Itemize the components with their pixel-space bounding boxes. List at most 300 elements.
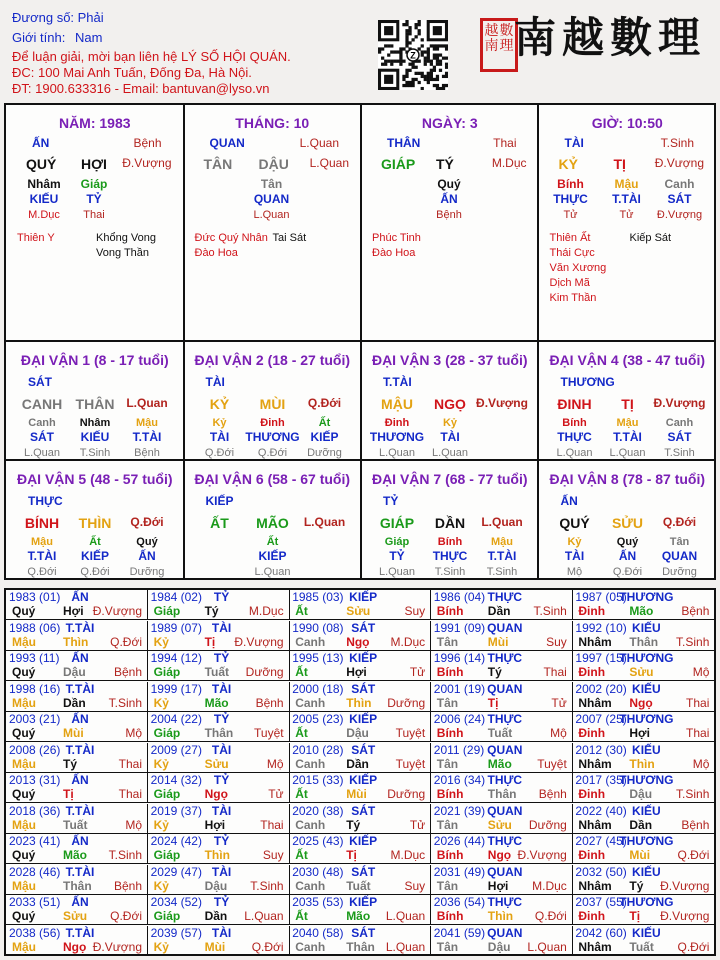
year-stage: Bệnh	[113, 878, 142, 893]
year-god: ẤN	[71, 590, 89, 604]
year-stage: M.Dục	[390, 848, 426, 862]
year-stage: L.Quan	[527, 939, 567, 954]
hidden-stage: Bệnh	[134, 447, 160, 459]
year-god: KIẾU	[632, 803, 661, 818]
year-god: THỰC	[487, 590, 523, 604]
dai-van-stem: ẤT	[210, 515, 229, 531]
hidden-stem: Kỷ	[212, 417, 227, 429]
year-god: TÀI	[211, 620, 232, 635]
year-cell	[572, 621, 714, 651]
hidden-stem: Mậu	[616, 417, 639, 429]
year-stage: L.Quan	[385, 909, 426, 923]
year-stem: Tân	[436, 939, 459, 954]
year-branch: Mão	[629, 604, 654, 618]
year-stem: Kỷ	[153, 878, 169, 893]
year-stage: Mộ	[692, 756, 710, 771]
pillar-3	[361, 105, 539, 340]
hidden-stage: Dưỡng	[307, 447, 342, 459]
year-stem: Quý	[12, 604, 36, 618]
year-stem: Canh	[295, 817, 326, 832]
hidden-stem: Mậu	[31, 536, 53, 548]
hidden-god: KIẾU	[80, 430, 110, 444]
year-stem: Tân	[436, 817, 459, 832]
dai-van-branch: TỊ	[621, 396, 634, 412]
hidden-god: THỰC	[432, 549, 468, 563]
year-stem: Bính	[436, 726, 464, 740]
year-stem: Canh	[295, 695, 326, 710]
year-cell	[572, 926, 714, 956]
year-branch: Tuất	[629, 939, 654, 954]
year-branch: Hợi	[63, 604, 84, 618]
year-branch: Dần	[346, 756, 369, 771]
year-stage: Dưỡng	[387, 787, 426, 801]
year-label: 2022 (40)	[575, 803, 627, 818]
hidden-stage: Tử	[563, 209, 578, 221]
year-label: 2028 (46)	[9, 864, 61, 879]
dai-van-title: ĐẠI VẬN 3 (28 - 37 tuổi)	[371, 352, 528, 368]
year-label: 2038 (56)	[9, 925, 61, 940]
svg-text:Z: Z	[410, 50, 416, 61]
year-label: 2034 (52)	[150, 895, 202, 909]
year-branch: Dần	[487, 604, 511, 618]
year-branch: Mùi	[487, 634, 509, 649]
year-stage: L.Quan	[385, 939, 426, 954]
year-god: TÀI	[211, 803, 232, 818]
hidden-stem: Bính	[557, 177, 584, 191]
year-god: T.TÀI	[65, 681, 95, 696]
year-label: 1991 (09)	[433, 620, 486, 635]
year-stem: Nhâm	[578, 939, 612, 954]
year-cell	[6, 804, 148, 834]
year-stage: Q.Đới	[110, 634, 142, 649]
year-label: 1996 (14)	[433, 651, 486, 665]
year-branch: Mão	[487, 756, 512, 771]
year-cell	[431, 773, 573, 803]
year-cell	[289, 712, 431, 742]
hidden-stem: Tân	[669, 536, 690, 548]
year-god: QUAN	[487, 620, 523, 635]
year-god: QUAN	[487, 803, 523, 818]
year-cell	[572, 743, 714, 773]
heavenly-stem: QUÝ	[26, 156, 57, 172]
year-cell	[572, 773, 714, 803]
hidden-stem: Tân	[260, 177, 283, 191]
dai-van-stage: L.Quan	[303, 515, 346, 529]
year-stage: Suy	[546, 634, 567, 649]
year-branch: Tý	[63, 756, 78, 771]
pillar-2	[184, 105, 362, 340]
shensha-item: Đào Hoa	[194, 247, 238, 259]
year-stage: Mộ	[692, 665, 710, 679]
year-stem: Nhâm	[578, 878, 612, 893]
pillar-1	[6, 105, 184, 340]
pillar-star: L.Quan	[299, 136, 339, 150]
earthly-branch: HỢI	[81, 156, 107, 172]
year-cell	[289, 865, 431, 895]
pillar-4	[539, 105, 717, 340]
year-branch: Tuất	[204, 665, 230, 679]
hidden-god: THỰC	[553, 192, 588, 206]
dai-van-7	[361, 461, 539, 578]
hidden-stem: Ất	[318, 417, 331, 429]
dai-van-branch: THÌN	[78, 515, 112, 531]
year-stem: Nhâm	[578, 817, 612, 832]
hidden-stage: Đ.Vượng	[656, 209, 703, 221]
dai-van-stage: Đ.Vượng	[476, 396, 528, 410]
year-god: TỶ	[213, 651, 230, 665]
year-branch: Tý	[487, 665, 502, 679]
year-cell	[572, 651, 714, 681]
hidden-god: TÀI	[440, 430, 460, 444]
year-cell	[431, 590, 573, 620]
year-cell	[148, 773, 290, 803]
year-branch: Tị	[629, 909, 641, 923]
year-label: 2026 (44)	[433, 834, 486, 848]
year-god: THƯƠNG	[619, 651, 674, 665]
year-branch: Tý	[204, 604, 219, 618]
year-label: 2025 (43)	[292, 834, 344, 848]
year-cell	[431, 743, 573, 773]
year-branch: Thìn	[487, 909, 514, 923]
year-cell	[572, 712, 714, 742]
year-stem: Ất	[295, 604, 308, 618]
year-god: T.TÀI	[65, 864, 95, 879]
year-stage: Dưỡng	[245, 665, 284, 679]
hidden-god: SÁT	[667, 192, 692, 206]
year-stage: Dưỡng	[387, 695, 426, 710]
year-label: 1994 (12)	[150, 651, 202, 665]
hidden-god: KIẾU	[29, 192, 59, 206]
brand-logo: 南越數理	[514, 13, 707, 62]
year-label: 2020 (38)	[292, 803, 344, 818]
year-god: QUAN	[487, 742, 523, 757]
year-god: KIẾU	[632, 864, 661, 879]
life-stage: M.Dục	[491, 156, 527, 170]
heavenly-stem: TÂN	[203, 156, 233, 172]
pillar-title: NĂM: 1983	[58, 115, 131, 131]
year-stage: Thai	[118, 756, 142, 771]
year-cell	[572, 834, 714, 864]
year-god: TỶ	[213, 773, 230, 787]
year-branch: Tị	[63, 787, 74, 801]
year-cell	[572, 895, 714, 925]
hidden-god: QUAN	[661, 549, 698, 563]
dai-van-title: ĐẠI VẬN 8 (78 - 87 tuổi)	[549, 471, 706, 487]
year-cell	[431, 926, 573, 956]
year-label: 2033 (51)	[9, 895, 61, 909]
year-god: SÁT	[351, 864, 376, 879]
shensha-item: Thiên Y	[17, 232, 55, 244]
year-stem: Quý	[12, 848, 36, 862]
year-stem: Giáp	[153, 909, 181, 923]
year-god: TỶ	[213, 712, 230, 726]
pillar-title: GIỜ: 10:50	[591, 115, 663, 131]
hidden-stage: L.Quan	[23, 447, 61, 459]
year-god: ẤN	[71, 834, 89, 848]
dai-van-title: ĐẠI VẬN 6 (58 - 67 tuổi)	[194, 471, 351, 487]
year-cell	[289, 651, 431, 681]
year-stage: Mộ	[125, 817, 142, 832]
year-god: TỶ	[213, 895, 230, 909]
pillar-title: NGÀY: 3	[421, 115, 478, 131]
year-label: 2005 (23)	[292, 712, 344, 726]
year-god: QUAN	[487, 864, 523, 879]
year-branch: Tuất	[346, 878, 371, 893]
year-stage: Thai	[686, 726, 710, 740]
year-label: 1987 (05)	[575, 590, 627, 604]
year-stem: Tân	[436, 695, 459, 710]
hidden-god: KIẾP	[310, 430, 339, 444]
hidden-stem: Mậu	[136, 417, 158, 429]
year-god: T.TÀI	[65, 925, 95, 940]
dai-van-title: ĐẠI VẬN 7 (68 - 77 tuổi)	[371, 471, 528, 487]
year-god: KIẾU	[632, 742, 661, 757]
year-stem: Ất	[295, 665, 308, 679]
year-cell	[148, 682, 290, 712]
dai-van-2	[184, 342, 362, 459]
year-label: 1983 (01)	[9, 590, 61, 604]
year-cell	[431, 651, 573, 681]
year-cell	[431, 682, 573, 712]
year-god: KIẾP	[349, 895, 378, 909]
year-cell	[572, 804, 714, 834]
hidden-god: TÀI	[564, 549, 585, 563]
year-god: ẤN	[71, 651, 89, 665]
year-label: 1989 (07)	[150, 620, 202, 635]
hidden-stem: Giáp	[80, 177, 108, 191]
year-god: QUAN	[487, 925, 523, 940]
dai-van-stage: L.Quan	[126, 396, 168, 410]
hidden-stage: L.Quan	[254, 566, 291, 578]
year-cell	[148, 926, 290, 956]
shensha-item: Khổng Vong	[96, 232, 156, 244]
year-stem: Giáp	[153, 726, 181, 740]
year-god: SÁT	[351, 742, 376, 757]
hidden-god: ẤN	[440, 192, 458, 206]
year-cell	[431, 834, 573, 864]
year-branch: Mùi	[629, 848, 651, 862]
year-stage: Q.Đới	[677, 848, 710, 862]
hidden-god: THƯƠNG	[369, 430, 425, 444]
year-branch: Mùi	[346, 787, 367, 801]
year-stage: Tuyệt	[537, 756, 567, 771]
can-god: THÂN	[387, 136, 421, 150]
hidden-stage: Dưỡng	[662, 566, 697, 578]
year-label: 2009 (27)	[150, 742, 202, 757]
year-cell	[6, 773, 148, 803]
year-label: 2015 (33)	[292, 773, 344, 787]
year-label: 2021 (39)	[433, 803, 486, 818]
hidden-god: KIẾP	[80, 549, 110, 563]
year-cell	[289, 590, 431, 620]
dai-van-branch: DẦN	[434, 515, 466, 531]
hidden-god: TỶ	[86, 192, 102, 206]
hidden-god: T.TÀI	[487, 549, 517, 563]
year-branch: Sửu	[346, 604, 371, 618]
year-stem: Mậu	[12, 878, 36, 893]
year-stage: Suy	[404, 604, 426, 618]
year-god: SÁT	[351, 620, 376, 635]
year-label: 2032 (50)	[575, 864, 627, 879]
year-label: 2040 (58)	[292, 925, 344, 940]
year-branch: Dậu	[487, 939, 511, 954]
year-cell	[148, 590, 290, 620]
year-stage: Bệnh	[681, 604, 710, 618]
year-god: TÀI	[211, 925, 232, 940]
year-cell	[431, 865, 573, 895]
year-stage: Tuyệt	[254, 726, 284, 740]
year-stage: Bệnh	[113, 665, 142, 679]
hidden-stem: Mậu	[614, 177, 639, 191]
year-god: KIẾP	[349, 651, 378, 665]
year-label: 2036 (54)	[433, 895, 486, 909]
qr-pattern	[378, 20, 448, 90]
year-cell	[289, 773, 431, 803]
year-label: 2000 (18)	[292, 681, 344, 696]
hidden-god: QUAN	[253, 192, 290, 206]
year-stem: Giáp	[153, 848, 181, 862]
year-cell	[6, 651, 148, 681]
year-branch: Mão	[346, 909, 371, 923]
shensha-item: Đức Quý Nhân	[194, 232, 268, 244]
year-cell	[431, 712, 573, 742]
dai-van-title: ĐẠI VẬN 2 (18 - 27 tuổi)	[194, 352, 351, 368]
dai-van-1	[6, 342, 184, 459]
year-god: KIẾP	[349, 773, 378, 787]
hidden-god: THƯƠNG	[245, 430, 300, 444]
dai-van-god: KIẾP	[205, 494, 234, 508]
year-label: 2011 (29)	[433, 742, 485, 757]
year-stage: Đ.Vượng	[660, 878, 710, 893]
shensha-item: Thái Cực	[549, 247, 595, 259]
year-label: 1986 (04)	[433, 590, 486, 604]
year-god: THỰC	[487, 834, 523, 848]
hidden-stage: Q.Đới	[80, 566, 110, 578]
year-cell	[6, 590, 148, 620]
year-stem: Đinh	[578, 909, 606, 923]
dai-van-branch: MÙI	[259, 396, 286, 412]
hidden-god: TÀI	[209, 430, 230, 444]
year-cell	[289, 926, 431, 956]
year-cell	[6, 621, 148, 651]
year-label: 1993 (11)	[9, 651, 60, 665]
year-branch: Thìn	[63, 634, 89, 649]
year-stem: Ất	[295, 848, 308, 862]
year-stage: Mộ	[550, 726, 567, 740]
year-label: 2027 (45)	[575, 834, 627, 848]
year-label: 2010 (28)	[292, 742, 344, 757]
dai-van-stage: Q.Đới	[662, 515, 697, 529]
dai-van-title: ĐẠI VẬN 1 (8 - 17 tuổi)	[20, 352, 169, 368]
hidden-stage: L.Quan	[556, 447, 593, 459]
year-stem: Canh	[295, 878, 326, 893]
can-god: ẤN	[32, 136, 50, 150]
earthly-branch: TÝ	[436, 156, 454, 172]
year-stage: Tuyệt	[395, 726, 426, 740]
year-label: 2016 (34)	[433, 773, 486, 787]
year-god: ẤN	[71, 895, 89, 909]
year-cell	[289, 895, 431, 925]
year-cell	[148, 804, 290, 834]
year-stem: Ất	[295, 787, 308, 801]
year-label: 2007 (25)	[575, 712, 627, 726]
year-cell	[6, 895, 148, 925]
year-label: 2018 (36)	[9, 803, 61, 818]
year-cell	[6, 865, 148, 895]
year-branch: Thân	[346, 939, 375, 954]
year-branch: Sửu	[629, 665, 654, 679]
year-stem: Tân	[436, 756, 459, 771]
year-label: 2035 (53)	[292, 895, 344, 909]
year-label: 2017 (35)	[575, 773, 627, 787]
dai-van-stage: Q.Đới	[307, 396, 342, 410]
year-label: 1990 (08)	[292, 620, 344, 635]
year-stage: Thai	[260, 817, 284, 832]
year-stage: Q.Đới	[534, 909, 567, 923]
year-stem: Bính	[436, 665, 464, 679]
dai-van-stage: Q.Đới	[130, 515, 164, 529]
seal-stamp: 越數 南理	[480, 18, 518, 72]
year-cell	[572, 865, 714, 895]
year-stage: Tử	[409, 817, 426, 832]
year-branch: Hợi	[204, 817, 226, 832]
year-stem: Mậu	[12, 634, 36, 649]
hidden-stem: Nhâm	[27, 177, 61, 191]
year-stem: Canh	[295, 939, 326, 954]
year-stem: Giáp	[153, 604, 181, 618]
hidden-stage: M.Dục	[28, 209, 60, 221]
year-cell	[289, 743, 431, 773]
year-branch: Thìn	[204, 848, 230, 862]
year-stem: Giáp	[153, 787, 181, 801]
year-god: THƯƠNG	[619, 773, 674, 787]
hidden-stem: Ất	[266, 536, 279, 548]
dai-van-stem: KỶ	[209, 396, 230, 412]
life-stage: L.Quan	[309, 156, 349, 170]
hidden-stage: Thai	[83, 209, 105, 221]
year-god: T.TÀI	[65, 803, 95, 818]
year-branch: Tị	[204, 634, 216, 649]
year-god: TỶ	[213, 590, 230, 604]
year-label: 1984 (02)	[150, 590, 202, 604]
year-cell	[148, 651, 290, 681]
year-grid	[4, 588, 716, 956]
year-stem: Ất	[295, 726, 308, 740]
shensha-item: Văn Xương	[549, 262, 607, 274]
year-god: THƯƠNG	[619, 712, 674, 726]
can-god: QUAN	[209, 136, 245, 150]
year-branch: Thìn	[629, 756, 655, 771]
hidden-stem: Quý	[437, 177, 461, 191]
year-stem: Mậu	[12, 756, 36, 771]
shensha-item: Phúc Tinh	[372, 232, 421, 244]
hidden-stage: L.Quan	[431, 447, 469, 459]
year-stem: Mậu	[12, 695, 36, 710]
year-god: THỰC	[487, 651, 523, 665]
dai-van-8	[539, 461, 717, 578]
dai-van-5	[6, 461, 184, 578]
year-branch: Hợi	[629, 726, 650, 740]
contact-line: Để luận giải, mời bạn liên hệ LÝ SỐ HỘI QUÁN.	[12, 49, 291, 64]
year-stage: Bệnh	[538, 787, 567, 801]
year-label: 2037 (55)	[575, 895, 627, 909]
year-stem: Tân	[436, 878, 459, 893]
year-stem: Nhâm	[578, 695, 612, 710]
hidden-stage: Q.Đới	[257, 447, 288, 459]
dai-van-stem: CANH	[21, 396, 63, 412]
year-god: TÀI	[211, 681, 232, 696]
year-label: 2039 (57)	[150, 925, 202, 940]
